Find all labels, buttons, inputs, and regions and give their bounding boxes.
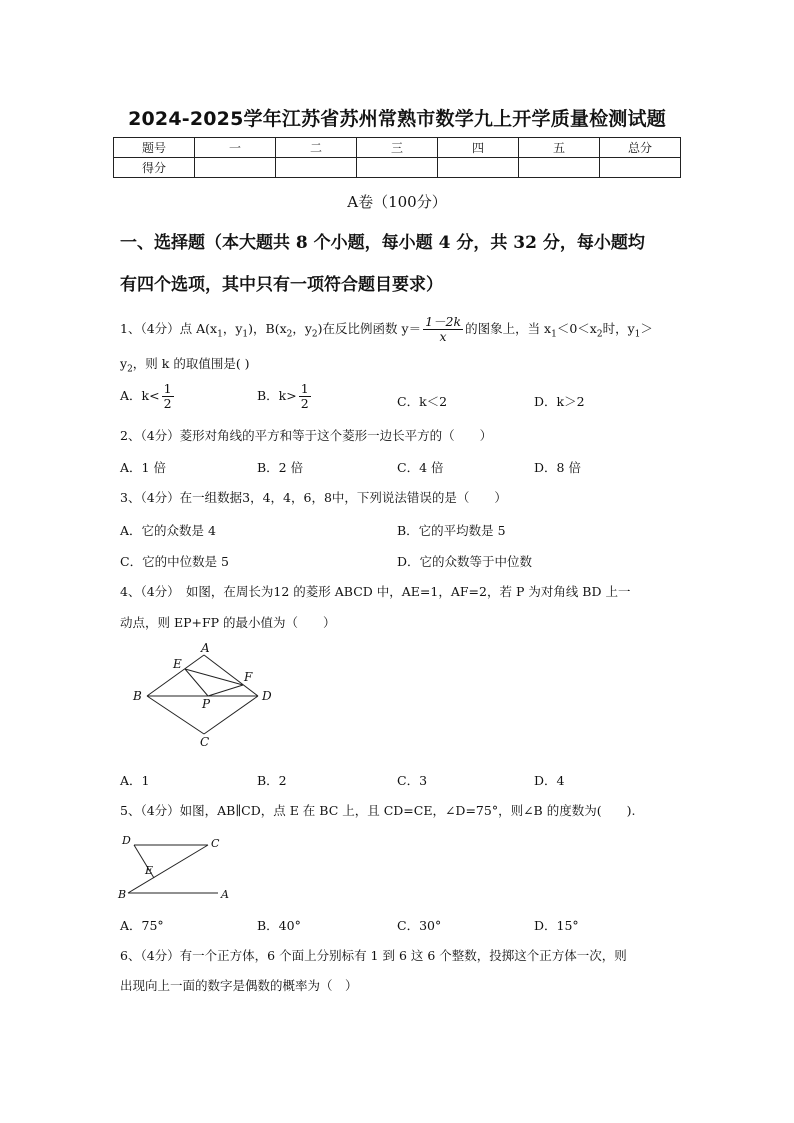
- score-header-cell: 一: [195, 138, 276, 158]
- score-header-cell: 四: [438, 138, 519, 158]
- score-header-cell: 三: [357, 138, 438, 158]
- fraction: $\frac{1}{2}$: [163, 381, 172, 411]
- label-e: E: [173, 657, 182, 671]
- score-table-score-row: [114, 158, 681, 178]
- q4-option-d[interactable]: D．4: [534, 773, 565, 788]
- question-6-line1: 6、（4分）有一个正方体，6 个面上分别标有 1 到 6 这 6 个整数，投掷这个正方体一次，则: [120, 948, 627, 963]
- segment-ef: [185, 669, 243, 685]
- score-cell[interactable]: [276, 158, 357, 178]
- volume-subtitle: A卷（100分）: [347, 193, 447, 211]
- score-table-header-row: [114, 138, 681, 158]
- score-cell[interactable]: [195, 158, 276, 178]
- label-a: A: [201, 641, 210, 655]
- fraction: $\frac{1}{2}$: [300, 381, 309, 411]
- question-4-line1: 4、（4分） 如图，在周长为12 的菱形 ABCD 中，AE=1，AF=2，若 P 为对角线 BD 上一: [120, 584, 631, 599]
- q2-option-c[interactable]: C．4 倍: [397, 460, 444, 475]
- question-1-line1: 1、（4分）点 $A(x_1$，$y_1$)，$B(x_2$，$y_2$)在反比例函数 y＝ $\frac{1-2k}{x}$ 的图象上，当 $x_1<0<x_2$时，$y_1>$: [120, 314, 653, 344]
- label-b: B: [118, 888, 127, 901]
- label-c: C: [200, 735, 210, 749]
- fraction: $\frac{1-2k}{x}$: [425, 314, 462, 344]
- score-cell[interactable]: [519, 158, 600, 178]
- q1-option-c[interactable]: C．k＜2: [397, 394, 448, 409]
- rhombus-diagram: [125, 640, 285, 752]
- section-heading-line1: 一、选择题（本大题共 8 个小题，每小题 4 分，共 32 分，每小题均: [120, 233, 645, 253]
- q3-option-d[interactable]: D．它的众数等于中位数: [397, 554, 533, 569]
- segment-pf: [208, 685, 243, 696]
- score-header-cell: 五: [519, 138, 600, 158]
- score-cell[interactable]: [438, 158, 519, 178]
- question-4-line2: 动点，则 EP+FP 的最小值为（ ）: [120, 615, 336, 630]
- line-bc: [128, 845, 208, 893]
- q3-option-b[interactable]: B．它的平均数是 5: [397, 523, 506, 538]
- q2-option-b[interactable]: B．2 倍: [257, 460, 304, 475]
- q4-option-a[interactable]: A．1: [120, 773, 150, 788]
- segment-ep: [185, 669, 208, 696]
- label-c: C: [211, 837, 220, 850]
- label-d: D: [122, 834, 131, 847]
- score-table: [113, 137, 681, 178]
- label-e: E: [145, 864, 154, 877]
- q2-option-a[interactable]: A．1 倍: [120, 460, 166, 475]
- side-cb: [147, 696, 204, 734]
- score-row-label: 得分: [114, 158, 195, 178]
- question-5-text: 5、（4分）如图，AB∥CD，点 E 在 BC 上，且 CD=CE，∠D=75°，则∠B 的度数为( ).: [120, 803, 636, 818]
- q3-option-c[interactable]: C．它的中位数是 5: [120, 554, 229, 569]
- q5-option-b[interactable]: B．40°: [257, 918, 301, 933]
- q4-option-c[interactable]: C．3: [397, 773, 428, 788]
- question-6-line2: 出现向上一面的数字是偶数的概率为（ ）: [120, 978, 358, 993]
- score-header-cell: 二: [276, 138, 357, 158]
- question-3-text: 3、（4分）在一组数据3，4，4，6，8中，下列说法错误的是（ ）: [120, 490, 507, 505]
- score-header-cell: 总分: [600, 138, 681, 158]
- q5-option-c[interactable]: C．30°: [397, 918, 442, 933]
- q3-option-a[interactable]: A．它的众数是 4: [120, 523, 216, 538]
- label-d: D: [262, 689, 272, 703]
- q1-option-d[interactable]: D．k＞2: [534, 394, 585, 409]
- q2-option-d[interactable]: D．8 倍: [534, 460, 581, 475]
- q4-option-b[interactable]: B．2: [257, 773, 287, 788]
- q1-option-a[interactable]: A．k< $\frac{1}{2}$: [120, 381, 172, 411]
- label-b: B: [133, 689, 142, 703]
- q5-option-d[interactable]: D．15°: [534, 918, 579, 933]
- score-cell[interactable]: [357, 158, 438, 178]
- question-2-text: 2、（4分）菱形对角线的平方和等于这个菱形一边长平方的（ ）: [120, 428, 493, 443]
- q5-option-a[interactable]: A．75°: [120, 918, 164, 933]
- question-1-line2: $y_2$，则 k 的取值围是( ): [120, 356, 250, 375]
- section-heading-line2: 有四个选项，其中只有一项符合题目要求）: [120, 275, 443, 295]
- score-cell[interactable]: [600, 158, 681, 178]
- label-f: F: [244, 670, 253, 684]
- page-title: 2024-2025学年江苏省苏州常熟市数学九上开学质量检测试题: [128, 108, 666, 130]
- label-a: A: [221, 888, 229, 901]
- score-header-cell: 题号: [114, 138, 195, 158]
- parallel-lines-diagram: [114, 832, 244, 902]
- side-dc: [204, 696, 258, 734]
- q1-option-b[interactable]: B．k> $\frac{1}{2}$: [257, 381, 309, 411]
- label-p: P: [202, 697, 211, 711]
